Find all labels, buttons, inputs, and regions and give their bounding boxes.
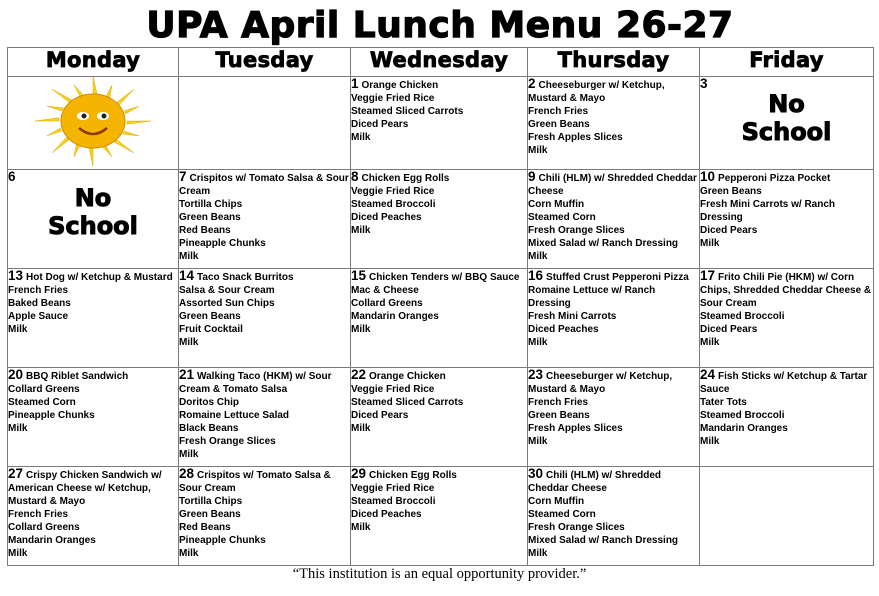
menu-item: Corn Muffin bbox=[528, 199, 585, 210]
menu-item bbox=[528, 170, 699, 198]
menu-item-text: Stuffed Crust Pepperoni Pizza bbox=[546, 272, 689, 283]
menu-item: Milk bbox=[528, 548, 548, 559]
menu-item: Green Beans bbox=[179, 509, 241, 520]
menu-item: Green Beans bbox=[700, 186, 762, 197]
menu-item: Green Beans bbox=[179, 311, 241, 322]
menu-item: Apple Sauce bbox=[8, 311, 69, 322]
menu-item bbox=[179, 368, 350, 396]
menu-item: Mixed Salad w/ Ranch Dressing bbox=[528, 238, 679, 249]
menu-item bbox=[351, 77, 527, 92]
day-cell bbox=[179, 467, 351, 566]
day-cell bbox=[528, 467, 700, 566]
no-school-label bbox=[8, 184, 178, 240]
menu-item: Diced Peaches bbox=[351, 212, 422, 223]
day-cell bbox=[700, 269, 874, 368]
menu-item-text: Taco Snack Burritos bbox=[197, 272, 294, 283]
menu-item: Pineapple Chunks bbox=[179, 238, 266, 249]
menu-item: Milk bbox=[700, 436, 720, 447]
day-cell bbox=[700, 467, 874, 566]
menu-item: Fresh Apples Slices bbox=[528, 132, 623, 143]
menu-item bbox=[700, 368, 873, 396]
menu-item bbox=[179, 269, 350, 284]
menu-item bbox=[528, 467, 699, 495]
menu-item: Collard Greens bbox=[351, 298, 423, 309]
menu-item: Milk bbox=[8, 548, 28, 559]
menu-item: Pineapple Chunks bbox=[8, 410, 95, 421]
menu-item: Fresh Orange Slices bbox=[528, 225, 625, 236]
sun-icon bbox=[8, 77, 178, 165]
menu-item: Milk bbox=[8, 324, 28, 335]
menu-item: Steamed Sliced Carrots bbox=[351, 106, 464, 117]
menu-item: French Fries bbox=[528, 106, 589, 117]
menu-item-text: Chili (HLM) w/ Shredded Cheddar Cheese bbox=[528, 470, 662, 494]
menu-item: Milk bbox=[528, 436, 548, 447]
menu-item: Fresh Mini Carrots w/ Ranch Dressing bbox=[700, 199, 836, 223]
day-cell bbox=[700, 368, 874, 467]
menu-item: Diced Peaches bbox=[528, 324, 599, 335]
menu-item: Steamed Corn bbox=[8, 397, 76, 408]
menu-item-text: Cheeseburger w/ Ketchup, Mustard & Mayo bbox=[528, 371, 673, 395]
menu-item: Fresh Orange Slices bbox=[179, 436, 276, 447]
day-cell bbox=[351, 269, 528, 368]
day-date: 13 bbox=[8, 268, 24, 283]
menu-item: Milk bbox=[179, 337, 199, 348]
day-date: 30 bbox=[528, 466, 544, 481]
day-cell bbox=[8, 368, 179, 467]
menu-item: Collard Greens bbox=[8, 384, 80, 395]
menu-item bbox=[351, 170, 527, 185]
no-school-word: No bbox=[768, 90, 805, 118]
menu-item: Milk bbox=[528, 337, 548, 348]
day-date: 6 bbox=[8, 169, 16, 184]
menu-item: Fresh Apples Slices bbox=[528, 423, 623, 434]
menu-item: Tortilla Chips bbox=[179, 496, 243, 507]
day-cell bbox=[351, 467, 528, 566]
menu-item: Milk bbox=[351, 132, 371, 143]
day-cell bbox=[179, 269, 351, 368]
menu-item: Baked Beans bbox=[8, 298, 71, 309]
menu-item bbox=[8, 467, 178, 508]
menu-item-text: Chili (HLM) w/ Shredded Cheddar Cheese bbox=[528, 173, 697, 197]
day-cell bbox=[8, 269, 179, 368]
menu-item: Milk bbox=[700, 337, 720, 348]
menu-item: Diced Pears bbox=[351, 410, 409, 421]
day-date: 16 bbox=[528, 268, 544, 283]
menu-item: Pineapple Chunks bbox=[179, 535, 266, 546]
menu-calendar bbox=[7, 47, 874, 566]
menu-item: Milk bbox=[179, 548, 199, 559]
menu-item bbox=[179, 170, 350, 198]
menu-item-text: Hot Dog w/ Ketchup & Mustard bbox=[26, 272, 173, 283]
menu-item bbox=[351, 368, 527, 383]
menu-item: Romaine Lettuce w/ Ranch Dressing bbox=[528, 285, 656, 309]
menu-item: Green Beans bbox=[528, 119, 590, 130]
menu-item-text: Crispy Chicken Sandwich w/ American Cheese w/ Ketchup, Mustard & Mayo bbox=[8, 470, 162, 507]
menu-item bbox=[8, 368, 178, 383]
menu-item: Tortilla Chips bbox=[179, 199, 243, 210]
day-cell bbox=[179, 368, 351, 467]
day-date: 22 bbox=[351, 367, 367, 382]
day-cell bbox=[528, 269, 700, 368]
week-row bbox=[8, 467, 874, 566]
menu-item: Milk bbox=[8, 423, 28, 434]
menu-item: Diced Pears bbox=[700, 225, 758, 236]
menu-item: Veggie Fried Rice bbox=[351, 186, 435, 197]
day-date: 2 bbox=[528, 76, 536, 91]
menu-item: Milk bbox=[179, 449, 199, 460]
day-date: 17 bbox=[700, 268, 716, 283]
menu-item: Veggie Fried Rice bbox=[351, 93, 435, 104]
menu-item: Diced Peaches bbox=[351, 509, 422, 520]
menu-item-text: BBQ Riblet Sandwich bbox=[26, 371, 129, 382]
menu-item-text: Orange Chicken bbox=[369, 371, 446, 382]
menu-item: Black Beans bbox=[179, 423, 239, 434]
menu-item: French Fries bbox=[8, 285, 69, 296]
menu-item: Milk bbox=[351, 423, 371, 434]
menu-item: Steamed Corn bbox=[528, 509, 596, 520]
day-cell bbox=[8, 467, 179, 566]
day-date: 20 bbox=[8, 367, 24, 382]
day-header-wednesday: Wednesday bbox=[351, 48, 528, 77]
menu-item: Fruit Cocktail bbox=[179, 324, 243, 335]
menu-item: Mandarin Oranges bbox=[351, 311, 439, 322]
day-date: 14 bbox=[179, 268, 195, 283]
no-school-word: School bbox=[48, 212, 138, 240]
no-school-word: No bbox=[74, 184, 112, 212]
menu-item: Mandarin Oranges bbox=[700, 423, 788, 434]
week-row bbox=[8, 77, 874, 170]
day-header-tuesday: Tuesday bbox=[179, 48, 351, 77]
menu-item: Fresh Mini Carrots bbox=[528, 311, 617, 322]
menu-item bbox=[528, 368, 699, 396]
day-header-thursday: Thursday bbox=[528, 48, 700, 77]
menu-item: Steamed Broccoli bbox=[700, 410, 785, 421]
day-date: 10 bbox=[700, 169, 716, 184]
menu-item: Green Beans bbox=[528, 410, 590, 421]
day-cell bbox=[8, 77, 179, 170]
menu-item: Mac & Cheese bbox=[351, 285, 419, 296]
day-cell bbox=[351, 368, 528, 467]
day-date: 29 bbox=[351, 466, 367, 481]
day-cell bbox=[528, 368, 700, 467]
footer-note: “This institution is an equal opportunity provider.” bbox=[292, 566, 587, 582]
day-cell bbox=[528, 77, 700, 170]
day-date: 9 bbox=[528, 169, 536, 184]
day-cell bbox=[351, 170, 528, 269]
menu-item: Romaine Lettuce Salad bbox=[179, 410, 290, 421]
menu-item: French Fries bbox=[8, 509, 69, 520]
day-header-monday: Monday bbox=[8, 48, 179, 77]
day-cell bbox=[528, 170, 700, 269]
menu-item bbox=[8, 269, 178, 284]
menu-item-text: Orange Chicken bbox=[361, 80, 439, 91]
no-school-label bbox=[700, 90, 873, 146]
day-date: 23 bbox=[528, 367, 544, 382]
menu-item: Doritos Chip bbox=[179, 397, 239, 408]
menu-item bbox=[700, 269, 873, 310]
menu-item: Tater Tots bbox=[700, 397, 747, 408]
menu-item-text: Chicken Egg Rolls bbox=[369, 470, 457, 481]
day-date: 1 bbox=[351, 76, 359, 91]
week-row bbox=[8, 170, 874, 269]
menu-item: Corn Muffin bbox=[528, 496, 585, 507]
menu-item bbox=[700, 170, 873, 185]
day-cell bbox=[700, 170, 874, 269]
menu-item: Milk bbox=[528, 145, 548, 156]
day-date: 3 bbox=[700, 76, 708, 91]
day-cell bbox=[351, 77, 528, 170]
menu-item: Milk bbox=[528, 251, 548, 262]
day-date: 7 bbox=[179, 169, 187, 184]
week-row bbox=[8, 269, 874, 368]
menu-item: Steamed Broccoli bbox=[351, 199, 436, 210]
day-header-friday: Friday bbox=[700, 48, 874, 77]
menu-item bbox=[351, 269, 527, 284]
menu-item: Milk bbox=[351, 324, 371, 335]
menu-item-text: Crispitos w/ Tomato Salsa & Sour Cream bbox=[179, 173, 349, 197]
menu-item: Collard Greens bbox=[8, 522, 80, 533]
day-date: 21 bbox=[179, 367, 195, 382]
menu-item-text: Chicken Tenders w/ BBQ Sauce bbox=[369, 272, 520, 283]
day-date: 27 bbox=[8, 466, 24, 481]
no-school-word: School bbox=[741, 118, 832, 146]
menu-item: Milk bbox=[351, 522, 371, 533]
menu-item-text: Crispitos w/ Tomato Salsa & Sour Cream bbox=[179, 470, 331, 494]
menu-item: Assorted Sun Chips bbox=[179, 298, 275, 309]
menu-item: Mixed Salad w/ Ranch Dressing bbox=[528, 535, 679, 546]
menu-item: Veggie Fried Rice bbox=[351, 483, 435, 494]
day-date: 15 bbox=[351, 268, 367, 283]
week-row bbox=[8, 368, 874, 467]
menu-item: Red Beans bbox=[179, 225, 231, 236]
menu-item-text: Fish Sticks w/ Ketchup & Tartar Sauce bbox=[700, 371, 868, 395]
menu-item-text: Walking Taco (HKM) w/ Sour Cream & Tomato Salsa bbox=[179, 371, 332, 395]
menu-item-text: Frito Chili Pie (HKM) w/ Corn Chips, Shredded Cheddar Cheese & Sour Cream bbox=[700, 272, 872, 309]
day-date: 28 bbox=[179, 466, 195, 481]
menu-item: Milk bbox=[351, 225, 371, 236]
menu-item: Red Beans bbox=[179, 522, 231, 533]
menu-item: Steamed Broccoli bbox=[351, 496, 436, 507]
menu-item-text: Chicken Egg Rolls bbox=[361, 173, 450, 184]
menu-item: Diced Pears bbox=[700, 324, 758, 335]
day-cell bbox=[179, 77, 351, 170]
menu-item: Steamed Corn bbox=[528, 212, 596, 223]
menu-item: Salsa & Sour Cream bbox=[179, 285, 275, 296]
menu-item: Veggie Fried Rice bbox=[351, 384, 435, 395]
menu-item: Steamed Sliced Carrots bbox=[351, 397, 464, 408]
page-title: UPA April Lunch Menu 26-27 bbox=[146, 4, 734, 46]
menu-item: Diced Pears bbox=[351, 119, 409, 130]
menu-item-text: Cheeseburger w/ Ketchup, Mustard & Mayo bbox=[528, 80, 665, 104]
menu-item: Green Beans bbox=[179, 212, 241, 223]
menu-item: French Fries bbox=[528, 397, 589, 408]
menu-item bbox=[528, 77, 699, 105]
menu-item bbox=[528, 269, 699, 284]
menu-item bbox=[351, 467, 527, 482]
menu-item: Steamed Broccoli bbox=[700, 311, 785, 322]
day-date: 24 bbox=[700, 367, 716, 382]
menu-item: Fresh Orange Slices bbox=[528, 522, 625, 533]
day-date: 8 bbox=[351, 169, 359, 184]
menu-item bbox=[179, 467, 350, 495]
day-cell bbox=[700, 77, 874, 170]
day-cell bbox=[179, 170, 351, 269]
menu-item: Mandarin Oranges bbox=[8, 535, 96, 546]
menu-item: Milk bbox=[700, 238, 720, 249]
menu-item: Milk bbox=[179, 251, 199, 262]
day-cell bbox=[8, 170, 179, 269]
menu-item-text: Pepperoni Pizza Pocket bbox=[718, 173, 831, 184]
